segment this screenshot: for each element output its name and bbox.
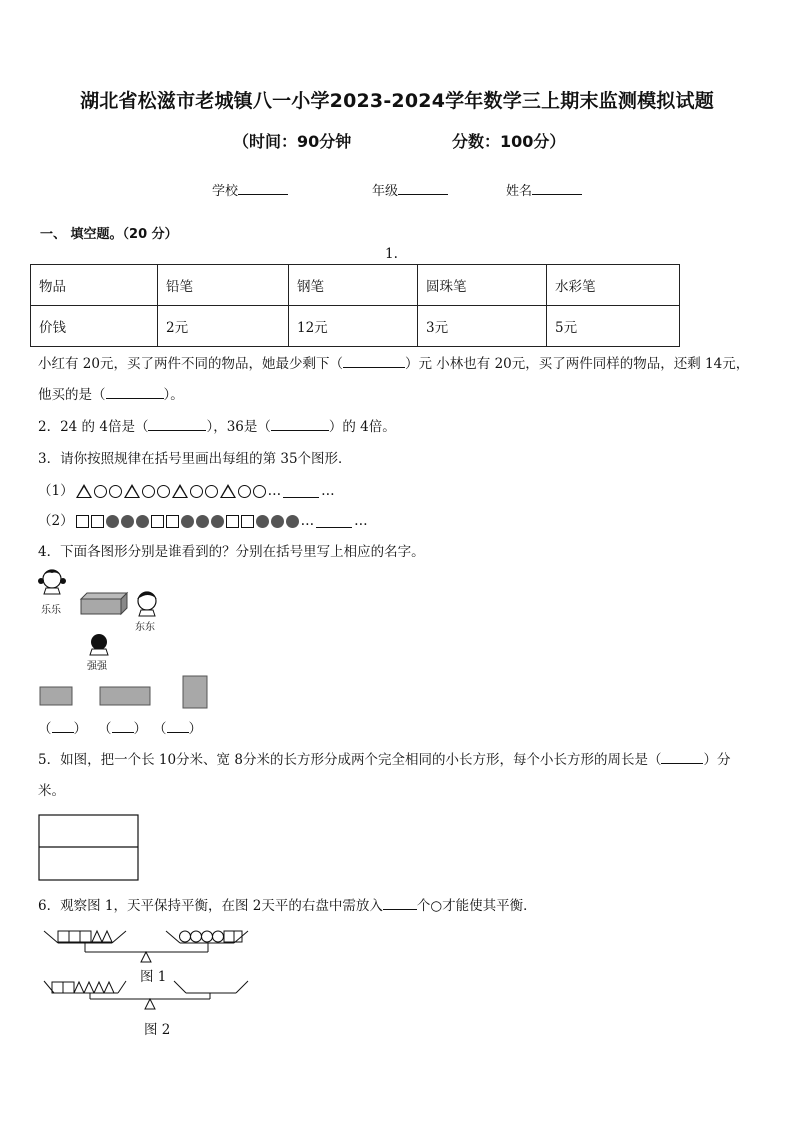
- time-label: （时间：90分钟: [233, 132, 352, 151]
- q4-answer-2: [98, 720, 147, 738]
- q2-text: ），36是（: [206, 419, 271, 435]
- q1-line2: [38, 386, 184, 404]
- q1-line1: [38, 355, 749, 373]
- q1-text: 小红有 20元，买了两件不同的物品，她最少剩下（: [38, 356, 343, 372]
- answer-blank[interactable]: [112, 732, 134, 733]
- name-blank[interactable]: [532, 182, 582, 195]
- table-row: [31, 265, 680, 306]
- view-shape: [40, 687, 72, 705]
- circle-icon: [190, 485, 203, 498]
- table-cell: 价钱: [31, 306, 158, 347]
- paren: （: [38, 721, 52, 737]
- table-row: [31, 306, 680, 347]
- row-label: （2）: [38, 513, 74, 529]
- cuboid-icon: [81, 593, 127, 614]
- answer-blank[interactable]: [383, 909, 417, 910]
- filled-circle-icon: [256, 515, 269, 528]
- grade-field: [372, 180, 448, 199]
- fig1-label: 图 1: [140, 969, 167, 985]
- answer-blank[interactable]: [661, 763, 703, 764]
- ellipsis: …: [267, 483, 282, 499]
- view-shape: [183, 676, 207, 708]
- table-cell: 物品: [31, 265, 158, 306]
- table-cell: 圆珠笔: [418, 265, 547, 306]
- square-icon: [226, 515, 239, 528]
- circle-icon: [142, 485, 155, 498]
- q4-answer-1: [38, 720, 87, 738]
- answer-blank[interactable]: [283, 485, 319, 498]
- q2-text: 2．24 的 4倍是（: [38, 419, 149, 435]
- name-label: 东东: [135, 622, 155, 633]
- ellipsis: …: [321, 483, 335, 499]
- paren: ）: [188, 721, 202, 737]
- filled-circle-icon: [121, 515, 134, 528]
- filled-circle-icon: [136, 515, 149, 528]
- square-icon: [241, 515, 254, 528]
- row-label: （1）: [38, 483, 74, 499]
- q4-text: 4．下面各图形分别是谁看到的？分别在括号里写上相应的名字。: [38, 544, 425, 560]
- q5-line2: 米。: [38, 783, 65, 799]
- answer-blank[interactable]: [148, 430, 206, 431]
- table-cell: 水彩笔: [547, 265, 680, 306]
- view-figure: [30, 565, 230, 715]
- square-icon: [151, 515, 164, 528]
- q1-text: ）。: [163, 387, 184, 403]
- paren: ）: [73, 721, 87, 737]
- page-title: 湖北省松滋市老城镇八一小学2023-2024学年数学三上期末监测模拟试题: [80, 90, 714, 112]
- boy-icon: [90, 634, 108, 655]
- q6-text: 6．观察图 1，天平保持平衡，在图 2天平的右盘中需放入: [38, 898, 383, 914]
- answer-blank[interactable]: [106, 398, 164, 399]
- school-label: 学校: [212, 184, 239, 199]
- triangle-icon: [220, 484, 236, 498]
- name-field: [506, 180, 582, 199]
- q2-text: ）的 4倍。: [328, 419, 396, 435]
- answer-blank[interactable]: [316, 515, 352, 528]
- table-cell: 5元: [547, 306, 680, 347]
- name-label: 乐乐: [41, 605, 61, 616]
- filled-circle-icon: [106, 515, 119, 528]
- triangle-icon: [124, 484, 140, 498]
- answer-blank[interactable]: [52, 732, 74, 733]
- table-cell: 铅笔: [158, 265, 289, 306]
- circle-icon: [109, 485, 122, 498]
- school-field: [212, 180, 288, 199]
- paren: （: [153, 721, 167, 737]
- girl-icon: [38, 570, 66, 594]
- filled-circle-icon: [196, 515, 209, 528]
- q3-row2: [38, 512, 368, 530]
- filled-circle-icon: [271, 515, 284, 528]
- circle-icon: [238, 485, 251, 498]
- school-blank[interactable]: [238, 182, 288, 195]
- section-heading: 一、 填空题。（20 分）: [40, 227, 178, 242]
- circle-icon: [157, 485, 170, 498]
- price-table: [30, 264, 680, 347]
- fig2-label: 图 2: [144, 1022, 171, 1038]
- paren: ）: [133, 721, 147, 737]
- answer-blank[interactable]: [271, 430, 329, 431]
- balance-scale-1: [44, 931, 248, 962]
- boy-icon: [137, 592, 157, 616]
- square-icon: [91, 515, 104, 528]
- q1-number: 1.: [385, 246, 398, 262]
- triangle-icon: [172, 484, 188, 498]
- q6-text: 个○才能使其平衡．: [416, 898, 537, 914]
- circle-icon: [94, 485, 107, 498]
- filled-circle-icon: [211, 515, 224, 528]
- answer-blank[interactable]: [343, 367, 405, 368]
- q5-text: ）分: [703, 752, 731, 768]
- q1-text: 他买的是（: [38, 387, 106, 403]
- q4-answer-3: [153, 720, 202, 738]
- filled-circle-icon: [286, 515, 299, 528]
- grade-blank[interactable]: [398, 182, 448, 195]
- circle-icon: [253, 485, 266, 498]
- q3-text: 3．请你按照规律在括号里画出每组的第 35个图形．: [38, 451, 352, 467]
- q1-text: ）元 小林也有 20元，买了两件同样的物品，还剩 14元，: [404, 356, 750, 372]
- ellipsis: …: [354, 513, 368, 529]
- view-shape: [100, 687, 150, 705]
- table-cell: 12元: [289, 306, 418, 347]
- table-cell: 钢笔: [289, 265, 418, 306]
- triangle-icon: [76, 484, 92, 498]
- table-cell: 2元: [158, 306, 289, 347]
- q5-text: 5．如图，把一个长 10分米、宽 8分米的长方形分成两个完全相同的小长方形，每个小长方形的周长是（: [38, 752, 662, 768]
- square-icon: [76, 515, 89, 528]
- score-label: 分数：100分）: [452, 132, 566, 151]
- q5-line1: [38, 751, 730, 769]
- q3-row1: [38, 482, 335, 500]
- q2: [38, 418, 396, 436]
- paren: （: [98, 721, 112, 737]
- square-icon: [166, 515, 179, 528]
- name-label: 强强: [87, 661, 107, 672]
- grade-label: 年级: [372, 184, 399, 199]
- name-label: 姓名: [506, 184, 533, 199]
- answer-blank[interactable]: [167, 732, 189, 733]
- circle-icon: [205, 485, 218, 498]
- q6: [38, 897, 537, 915]
- ellipsis: …: [300, 513, 315, 529]
- split-rectangle-figure: [38, 814, 142, 884]
- table-cell: 3元: [418, 306, 547, 347]
- filled-circle-icon: [181, 515, 194, 528]
